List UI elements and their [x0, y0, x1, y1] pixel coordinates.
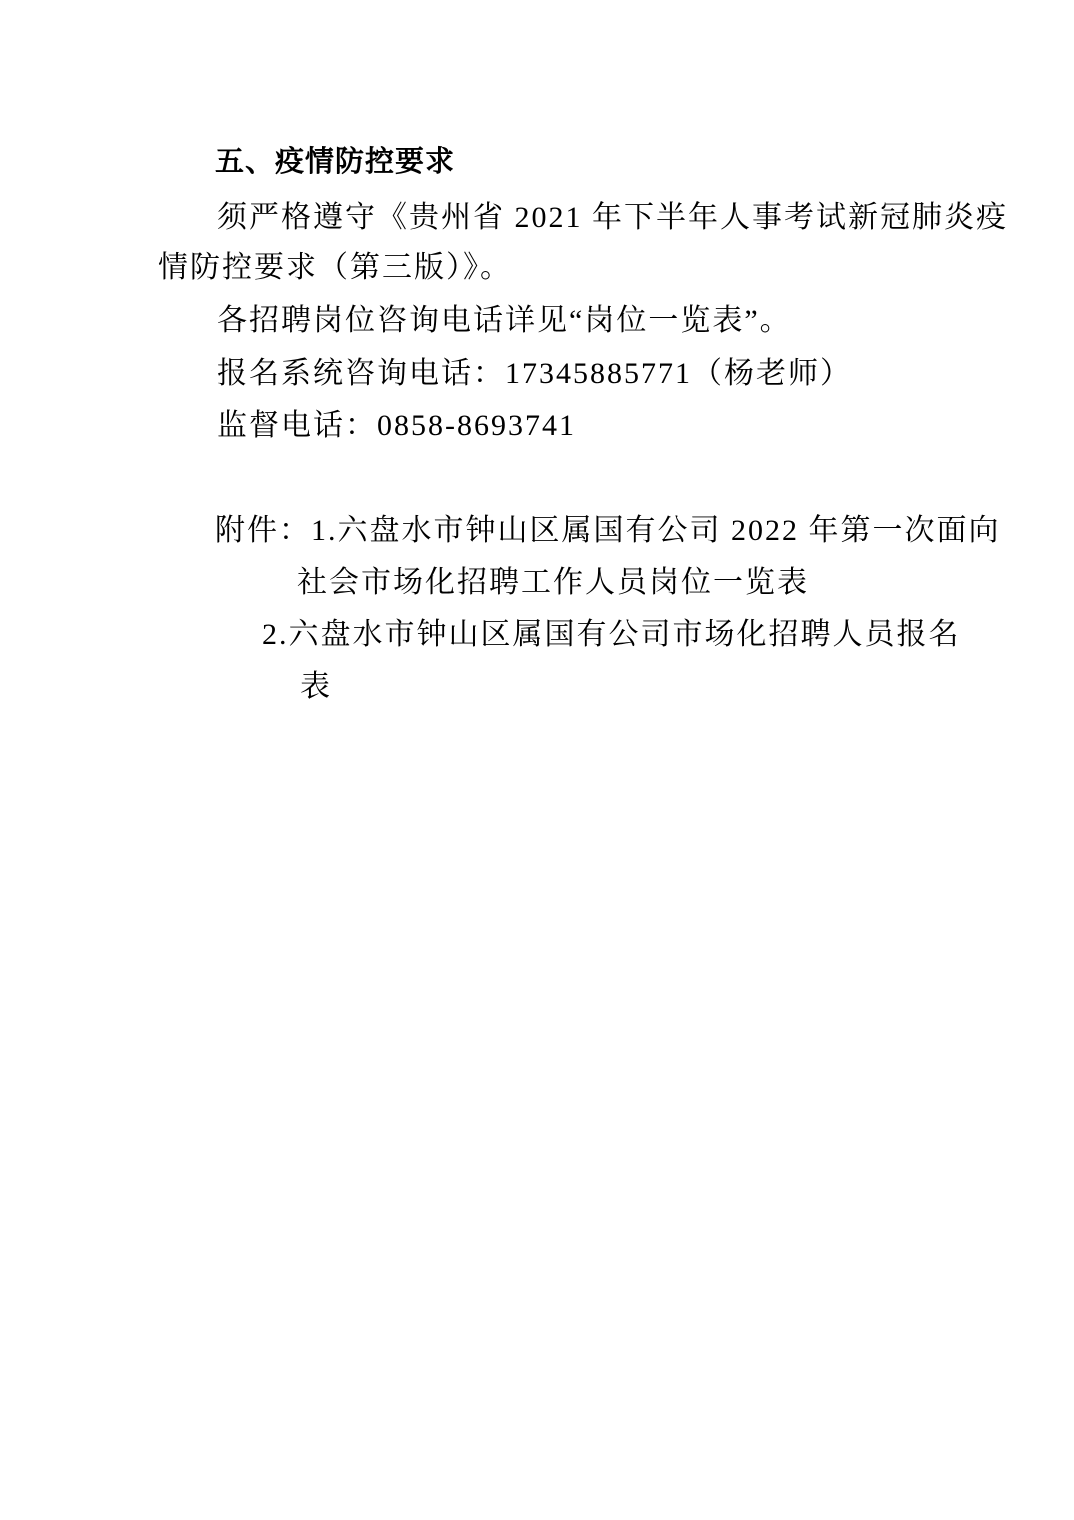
- supervision-phone-line: 监督电话：0858-8693741: [217, 409, 576, 442]
- attachments-line-1: 附件：1.六盘水市钟山区属国有公司 2022 年第一次面向: [215, 514, 1001, 547]
- attachments-line-3: 2.六盘水市钟山区属国有公司市场化招聘人员报名: [262, 618, 961, 651]
- attachments-line-4: 表: [300, 670, 332, 703]
- section-heading: 五、疫情防控要求: [215, 146, 456, 178]
- consult-phone-line: 各招聘岗位咨询电话详见“岗位一览表”。: [217, 304, 792, 337]
- registration-phone-line: 报名系统咨询电话：17345885771（杨老师）: [217, 357, 852, 390]
- epidemic-paragraph-line-2: 情防控要求（第三版）》。: [158, 251, 512, 284]
- attachments-line-2: 社会市场化招聘工作人员岗位一览表: [297, 566, 809, 599]
- epidemic-paragraph-line-1: 须严格遵守《贵州省 2021 年下半年人事考试新冠肺炎疫: [217, 201, 1008, 234]
